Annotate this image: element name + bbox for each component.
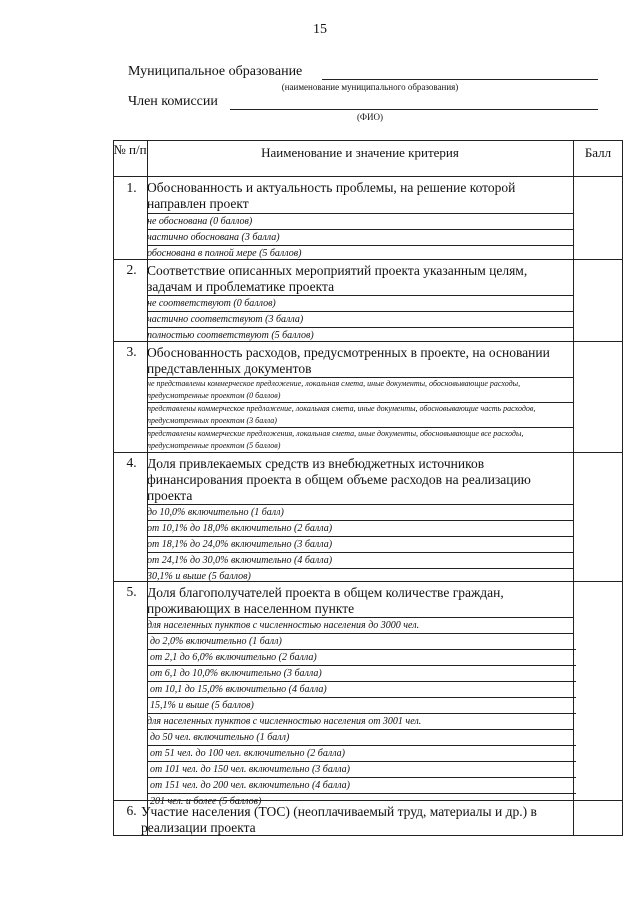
header-criteria: Наименование и значение критерия [261,145,459,160]
member-line [230,109,598,110]
table-border-right [622,140,623,836]
row-4-option: от 10,1% до 18,0% включительно (2 балла) [147,521,573,537]
row-3-option: представлены коммерческие предложения, локальная смета, иные документы, обосновывающие все расходы, предусмотренные проектом (5 баллов) [147,429,524,450]
row-4-number: 4. [126,455,137,470]
row-6-title: Участие населения (ТОС) (неоплачиваемый труд, материалы и др.) в реализации проекта [141,804,537,835]
row-2-number: 2. [126,262,137,277]
member-hint: (ФИО) [356,112,384,122]
row-5-option: до 50 чел. включительно (1 балл) [147,730,576,746]
row-4-option: 30,1% и выше (5 баллов) [147,571,251,582]
row-5-subheader: для населенных пунктов с численностью населения до 3000 чел. [147,618,573,634]
row-2-option: полностью соответствуют (5 баллов) [147,330,314,341]
row-3-option: не представлены коммерческое предложение, локальная смета, иные документы, обосновывающие расходы, предусмотренные проектом (0 баллов) [147,378,573,403]
row-2-option: не соответствуют (0 баллов) [147,296,573,312]
row-5-title: Доля благополучателей проекта в общем количестве граждан, проживающих в населенном пункте [147,585,504,616]
page-number: 15 [313,22,327,37]
row-separator [113,259,623,260]
row-1-number: 1. [126,180,137,195]
row-6-number: 6. [126,803,137,818]
table-border-top [113,140,623,141]
municipality-hint: (наименование муниципального образования) [281,82,459,92]
row-4-option: от 18,1% до 24,0% включительно (3 балла) [147,537,573,553]
row-separator [113,800,623,801]
row-5-number: 5. [126,584,137,599]
criteria-table [113,140,623,836]
row-4-option: от 24,1% до 30,0% включительно (4 балла) [147,553,573,569]
header-score: Балл [584,145,612,160]
row-5-subheader: для населенных пунктов с численностью населения от 3001 чел. [147,714,573,730]
row-2-title: Соответствие описанных мероприятий проекта указанным целям, задачам и проблематике проекта [147,263,528,294]
row-separator [113,452,623,453]
row-1-option: обоснована в полной мере (5 баллов) [147,248,302,259]
row-3-option: представлены коммерческое предложение, локальная смета, иные документы, обосновывающие часть расходов, предусмотренных проектом (3 балла) [147,403,573,428]
row-5-option: 15,1% и выше (5 баллов) [147,698,576,714]
row-1-title: Обоснованность и актуальность проблемы, на решение которой направлен проект [147,180,516,211]
member-label: Член комиссии [128,94,218,109]
row-5-option: 201 чел. и более (5 баллов) [150,796,262,807]
row-5-option: от 2,1 до 6,0% включительно (2 балла) [147,650,576,666]
row-5-option: до 2,0% включительно (1 балл) [147,634,576,650]
municipality-line [322,79,598,80]
row-3-title: Обоснованность расходов, предусмотренных в проекте, на основании представленных документов [147,345,550,376]
row-4-option: до 10,0% включительно (1 балл) [147,505,573,521]
row-5-option: от 6,1 до 10,0% включительно (3 балла) [147,666,576,682]
row-3-number: 3. [126,344,137,359]
row-5-option: от 101 чел. до 150 чел. включительно (3 балла) [147,762,576,778]
row-5-option: от 10,1 до 15,0% включительно (4 балла) [147,682,576,698]
header-separator [113,176,623,177]
row-separator [113,341,623,342]
municipality-label: Муниципальное образование [128,64,303,79]
header-num: № п/п [113,142,147,157]
row-separator [113,581,623,582]
row-2-option: частично соответствуют (3 балла) [147,312,573,328]
row-1-option: частично обоснована (3 балла) [147,230,573,246]
row-5-option: от 51 чел. до 100 чел. включительно (2 балла) [147,746,576,762]
row-4-title: Доля привлекаемых средств из внебюджетных источников финансирования проекта в общем объеме расходов на реализацию проекта [147,456,531,503]
row-1-option: не обоснована (0 баллов) [147,214,573,230]
row-5-option: от 151 чел. до 200 чел. включительно (4 балла) [147,778,576,794]
table-border-left [113,140,114,836]
